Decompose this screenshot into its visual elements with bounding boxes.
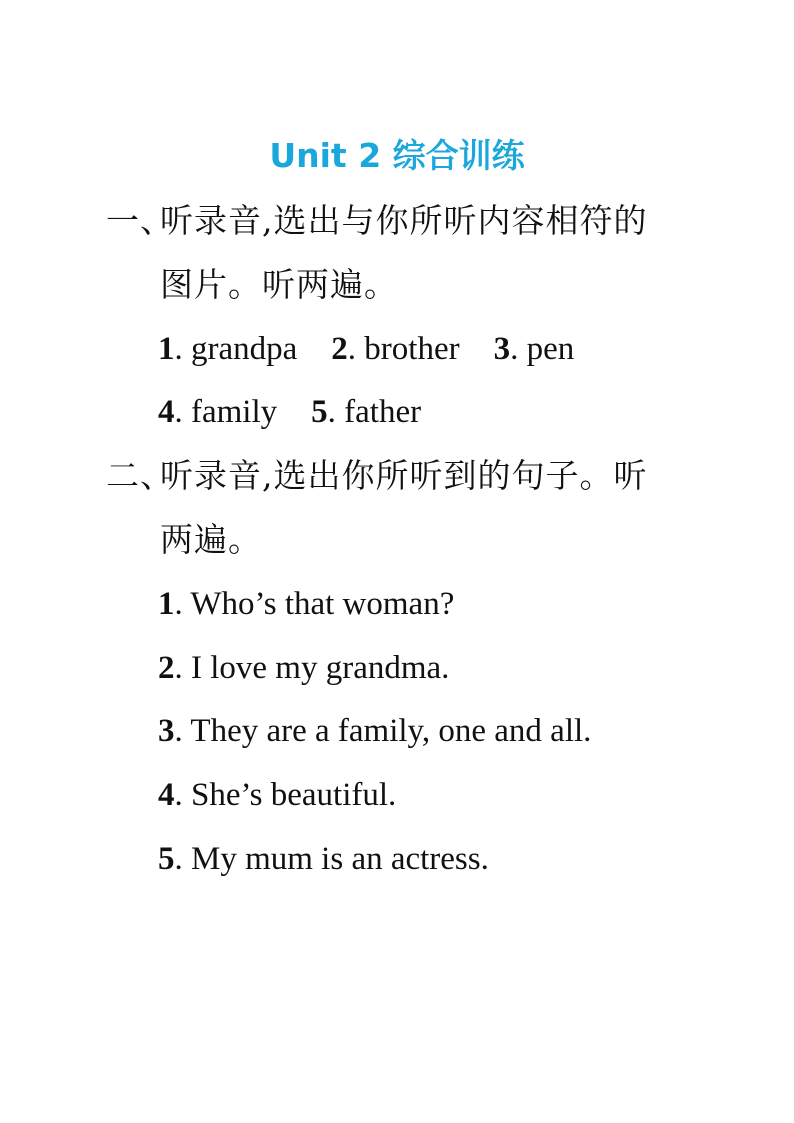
item-word: brother xyxy=(364,331,460,367)
section-1-instruction-line2: 图片。听两遍。 xyxy=(160,265,398,304)
section-1-row-2: 4. family 5. father xyxy=(158,394,422,430)
section-2-number: 二、 xyxy=(106,456,174,495)
item-word: grandpa xyxy=(191,331,298,367)
section-1-row-1: 1. grandpa 2. brother 3. pen xyxy=(158,331,575,367)
sentence-text: My mum is an actress. xyxy=(191,841,489,877)
sentence-3: 3. They are a family, one and all. xyxy=(158,713,592,749)
sentence-text: They are a family, one and all. xyxy=(190,713,592,749)
item-number: 4 xyxy=(158,777,175,813)
sentence-1: 1. Who’s that woman? xyxy=(158,586,455,622)
sentence-text: Who’s that woman? xyxy=(190,586,455,622)
sentence-2: 2. I love my grandma. xyxy=(158,650,450,686)
item-number: 2 xyxy=(331,331,348,367)
section-2-instruction-line2: 两遍。 xyxy=(160,520,262,559)
page-title: Unit 2 综合训练 xyxy=(269,136,525,175)
sentence-text: I love my grandma. xyxy=(191,650,450,686)
item-number: 5 xyxy=(158,841,175,877)
section-2-instruction xyxy=(106,444,706,572)
item-number: 4 xyxy=(158,394,175,430)
item-number: 3 xyxy=(493,331,511,367)
section-2-instruction-line1: 听录音,选出你所听到的句子。听 xyxy=(160,456,648,495)
sentence-5: 5. My mum is an actress. xyxy=(158,841,489,877)
item-word: family xyxy=(191,394,278,430)
item-number: 1 xyxy=(158,586,175,622)
item-number: 1 xyxy=(158,331,175,367)
item-word: father xyxy=(344,394,422,430)
item-number: 3 xyxy=(158,713,175,749)
item-word: pen xyxy=(526,331,575,367)
item-number: 5 xyxy=(311,394,328,430)
section-1-instruction-line1: 听录音,选出与你所听内容相符的 xyxy=(160,201,648,240)
sentence-4: 4. She’s beautiful. xyxy=(158,777,397,813)
section-1-instruction xyxy=(106,189,706,317)
section-1-number: 一、 xyxy=(106,201,174,240)
sentence-text: She’s beautiful. xyxy=(191,777,397,813)
item-number: 2 xyxy=(158,650,175,686)
